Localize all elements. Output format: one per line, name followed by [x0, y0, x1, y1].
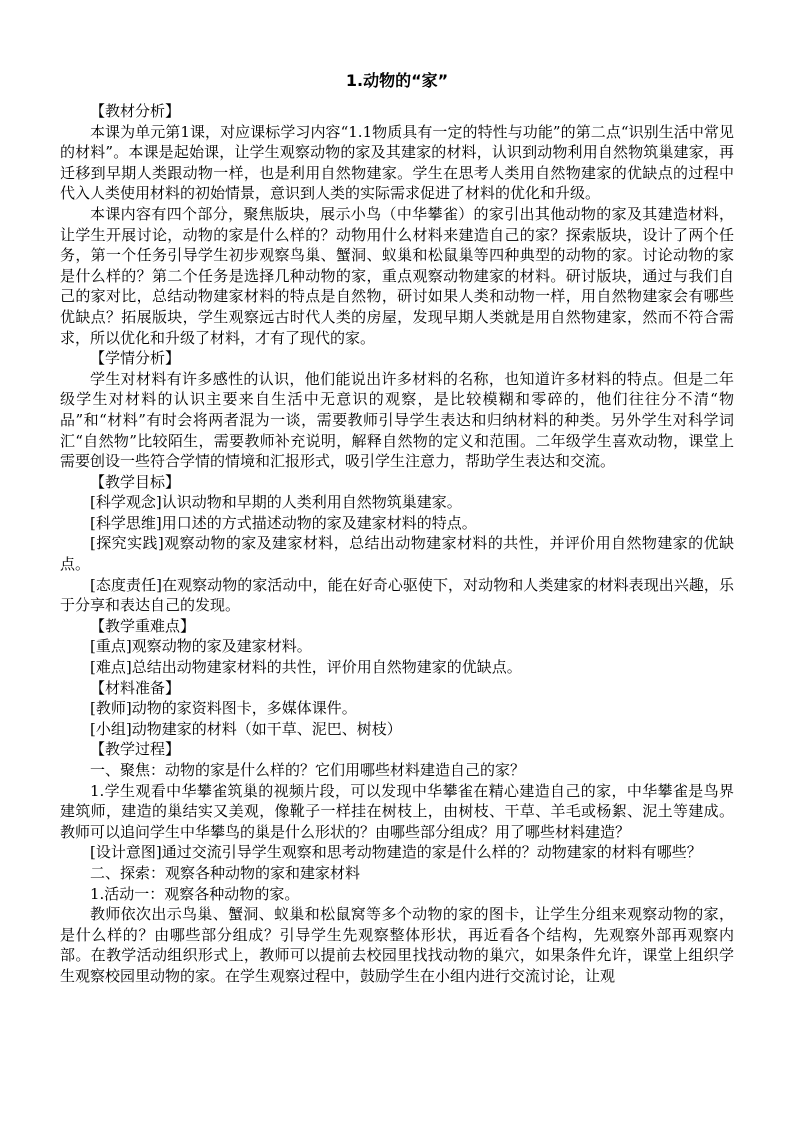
paragraph: 本课内容有四个部分，聚焦版块，展示小鸟（中华攀雀）的家引出其他动物的家及其建造材料，让学生开展讨论，动物的家是什么样的？动物用什么材料来建造自己的家？探索版块，设计了两个任务，第一个任务引导学生初步观察鸟巢、蟹洞、蚁巢和松鼠巢等四种典型的动物的家。讨论动物的家是什么样的？第二个任务是选择几种动物的家，重点观察动物建家的材料。研讨版块，通过与我们自己的家对比，总结动物建家材料的特点是自然物，研讨如果人类和动物一样，用自然物建家会有哪些优缺点？拓展版块，学生观察远古时代人类的房屋，发现早期人类就是用自然物建家，然而不符合需求，所以优化和升级了材料，才有了现代的家。 — [60, 204, 734, 347]
key-point-item: [重点]观察动物的家及建家材料。 — [90, 637, 312, 656]
process-part-heading: 一、聚焦：动物的家是什么样的？它们用哪些材料建造自己的家？ — [90, 761, 526, 779]
design-intent-note: [设计意图]通过交流引导学生观察和思考动物建造的家是什么样的？动物建家的材料有哪些？ — [90, 843, 702, 862]
material-item: [教师]动物的家资料图卡，多媒体课件。 — [90, 699, 357, 718]
process-part-heading: 二、探索：观察各种动物的家和建家材料 — [90, 863, 361, 882]
document-title: 1.动物的“家” — [345, 71, 449, 90]
paragraph: 教师依次出示鸟巢、蟹洞、蚁巢和松鼠窝等多个动物的家的图卡，让学生分组来观察动物的家，是什么样的？由哪些部分组成？引导学生先观察整体形状，再近看各个结构，先观察外部再观察内部。在教学活动组织形式上，教师可以提前去校园里找找动物的巢穴，如果条件允许，课堂上组织学生观察校园里动物的家。在学生观察过程中，鼓励学生在小组内进行交流讨论，让观 — [60, 905, 734, 985]
activity-heading: 1.活动一：观察各种动物的家。 — [90, 884, 300, 903]
key-point-item: [难点]总结出动物建家材料的共性，评价用自然物建家的优缺点。 — [90, 658, 522, 677]
section-heading-materials: 【材料准备】 — [90, 678, 181, 697]
section-heading-textbook-analysis: 【教材分析】 — [90, 102, 181, 120]
objective-item: [态度责任]在观察动物的家活动中，能在好奇心驱使下，对动物和人类建家的材料表现出兴趣，乐于分享和表达自己的发现。 — [60, 575, 734, 615]
paragraph: 学生对材料有许多感性的认识，他们能说出许多材料的名称，也知道许多材料的特点。但是二年级学生对材料的认识主要来自生活中无意识的观察，是比较模糊和零碎的，他们往往分不清“物品”和“材料”有时会将两者混为一谈，需要教师引导学生表达和归纳材料的种类。另外学生对科学词汇“自然物”比较陌生，需要教师补充说明，解释自然物的定义和范围。二年级学生喜欢动物，课堂上需要创设一些符合学情的情境和汇报形式，吸引学生注意力，帮助学生表达和交流。 — [60, 369, 734, 471]
material-item: [小组]动物建家的材料（如干草、泥巴、树枝） — [90, 719, 402, 738]
objective-item: [科学思维]用口述的方式描述动物的家及建家材料的特点。 — [90, 513, 477, 532]
objective-item: [科学观念]认识动物和早期的人类利用自然物筑巢建家。 — [90, 493, 462, 512]
section-heading-process: 【教学过程】 — [90, 740, 181, 759]
section-heading-objectives: 【教学目标】 — [90, 472, 181, 491]
paragraph: 本课为单元第1课，对应课标学习内容“1.1物质具有一定的特性与功能”的第二点“识别生活中常见的材料”。本课是起始课，让学生观察动物的家及其建家的材料，认识到动物利用自然物筑巢建家，再迁移到早期人类跟动物一样，也是利用自然物建家。学生在思考人类用自然物建家的优缺点的过程中代入人类使用材料的初始情景，意识到人类的实际需求促进了材料的优化和升级。 — [60, 122, 734, 203]
section-heading-learner-analysis: 【学情分析】 — [90, 349, 181, 368]
objective-item: [探究实践]观察动物的家及建家材料，总结出动物建家材料的共性，并评价用自然物建家的优缺点。 — [60, 534, 734, 574]
section-heading-key-points: 【教学重难点】 — [90, 616, 196, 635]
paragraph: 1.学生观看中华攀雀筑巢的视频片段，可以发现中华攀雀在精心建造自己的家，中华攀雀是鸟界建筑师，建造的巢结实又美观，像靴子一样挂在树枝上，由树枝、干草、羊毛或杨絮、泥土等建成。教师可以追问学生中华攀鸟的巢是什么形状的？由哪些部分组成？用了哪些材料建造？ — [60, 781, 734, 841]
